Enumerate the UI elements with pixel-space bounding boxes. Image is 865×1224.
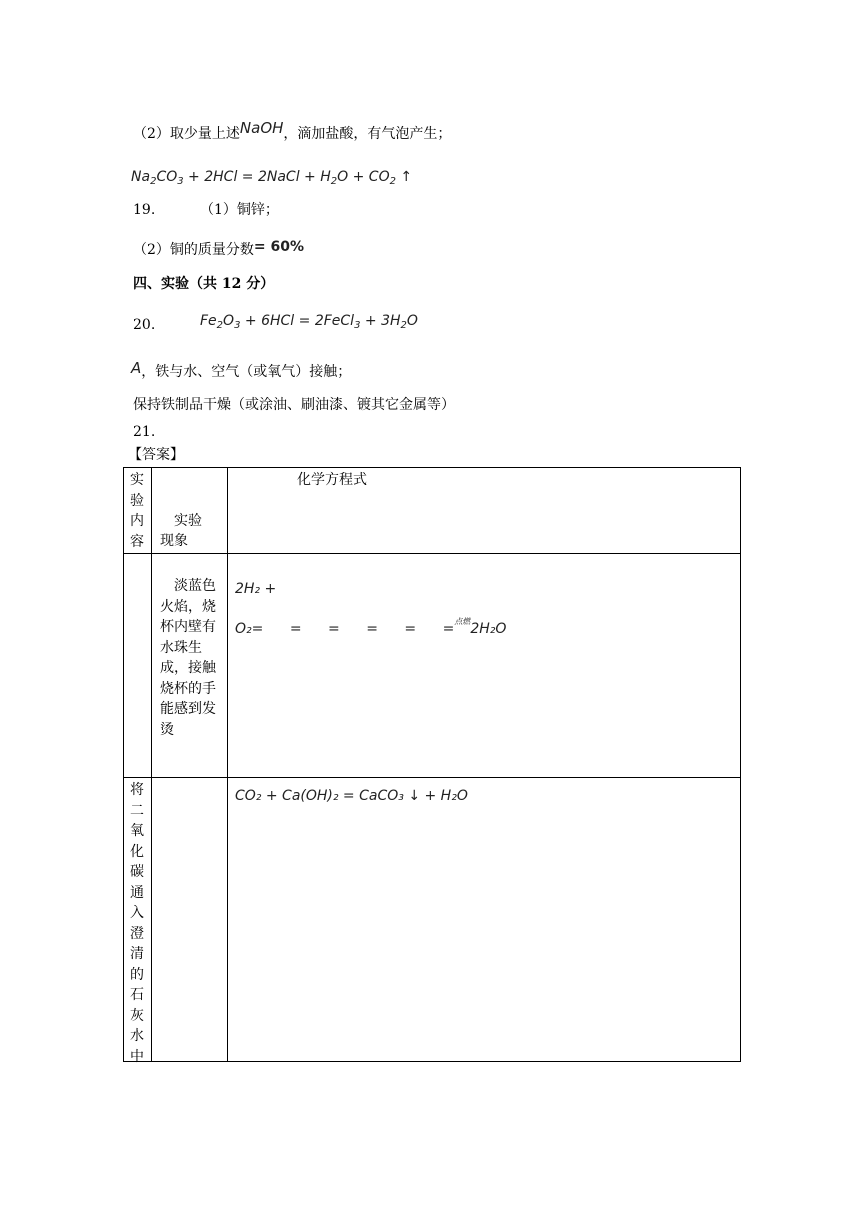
row1-phenomenon: 淡蓝色火焰，烧杯内壁有水珠生成，接触烧杯的手能感到发烫 xyxy=(160,578,216,738)
row1-eq-line2: O₂= = = = = =$^{点燃}$2H₂O xyxy=(235,617,507,637)
q19-part2: （2）铜的质量分数= 60% xyxy=(133,239,305,258)
q19-number: 19. xyxy=(133,202,156,218)
q18-part2-line xyxy=(133,119,452,144)
q20-answer-a: A，铁与水、空气（或氧气）接触； xyxy=(131,359,352,380)
section-4-heading: 四、实验（共 12 分） xyxy=(133,276,275,292)
header-content: 实 验 内 容 xyxy=(130,472,144,550)
q18-part2-prefix: （2）取少量上述 xyxy=(133,126,240,142)
answer-label: 【答案】 xyxy=(128,447,184,463)
header-equation: 化学方程式 xyxy=(297,472,367,488)
row1-eq-line1: 2H₂ + xyxy=(235,581,277,597)
q20-equation: $Fe_2O_3 + 6HCl$ = 2FeCl$_3$ + $3H_2O$ xyxy=(200,313,418,331)
gas-arrow-icon: ↑ xyxy=(400,169,413,185)
q18-equation: $Na_2CO_3 + 2HCl$ = 2NaCl + $H_2O + CO_2$ ↑ xyxy=(131,169,413,187)
copper-mass-fraction: = 60% xyxy=(253,239,305,255)
q20-number: 20. xyxy=(133,317,156,333)
naoh-formula: NaOH xyxy=(239,119,284,137)
q19-part1: （1）铜锌； xyxy=(200,202,279,218)
condition-ignite: 点燃 xyxy=(454,617,471,626)
q18-part2-suffix: ，滴加盐酸，有气泡产生； xyxy=(283,126,452,142)
q21-number: 21. xyxy=(133,424,156,440)
row2-equation: CO₂ + Ca(OH)₂ = CaCO₃ ↓ + H₂O xyxy=(235,788,468,804)
option-a: A xyxy=(131,359,142,377)
row2-content: 将 二 氧 化 碳 通 入 澄 清 的 石 灰 水 中 xyxy=(130,782,144,1065)
q20-protection: 保持铁制品干燥（或涂油、刷油漆、镀其它金属等） xyxy=(133,397,455,413)
header-phenomenon: 实验 现象 xyxy=(160,512,202,549)
